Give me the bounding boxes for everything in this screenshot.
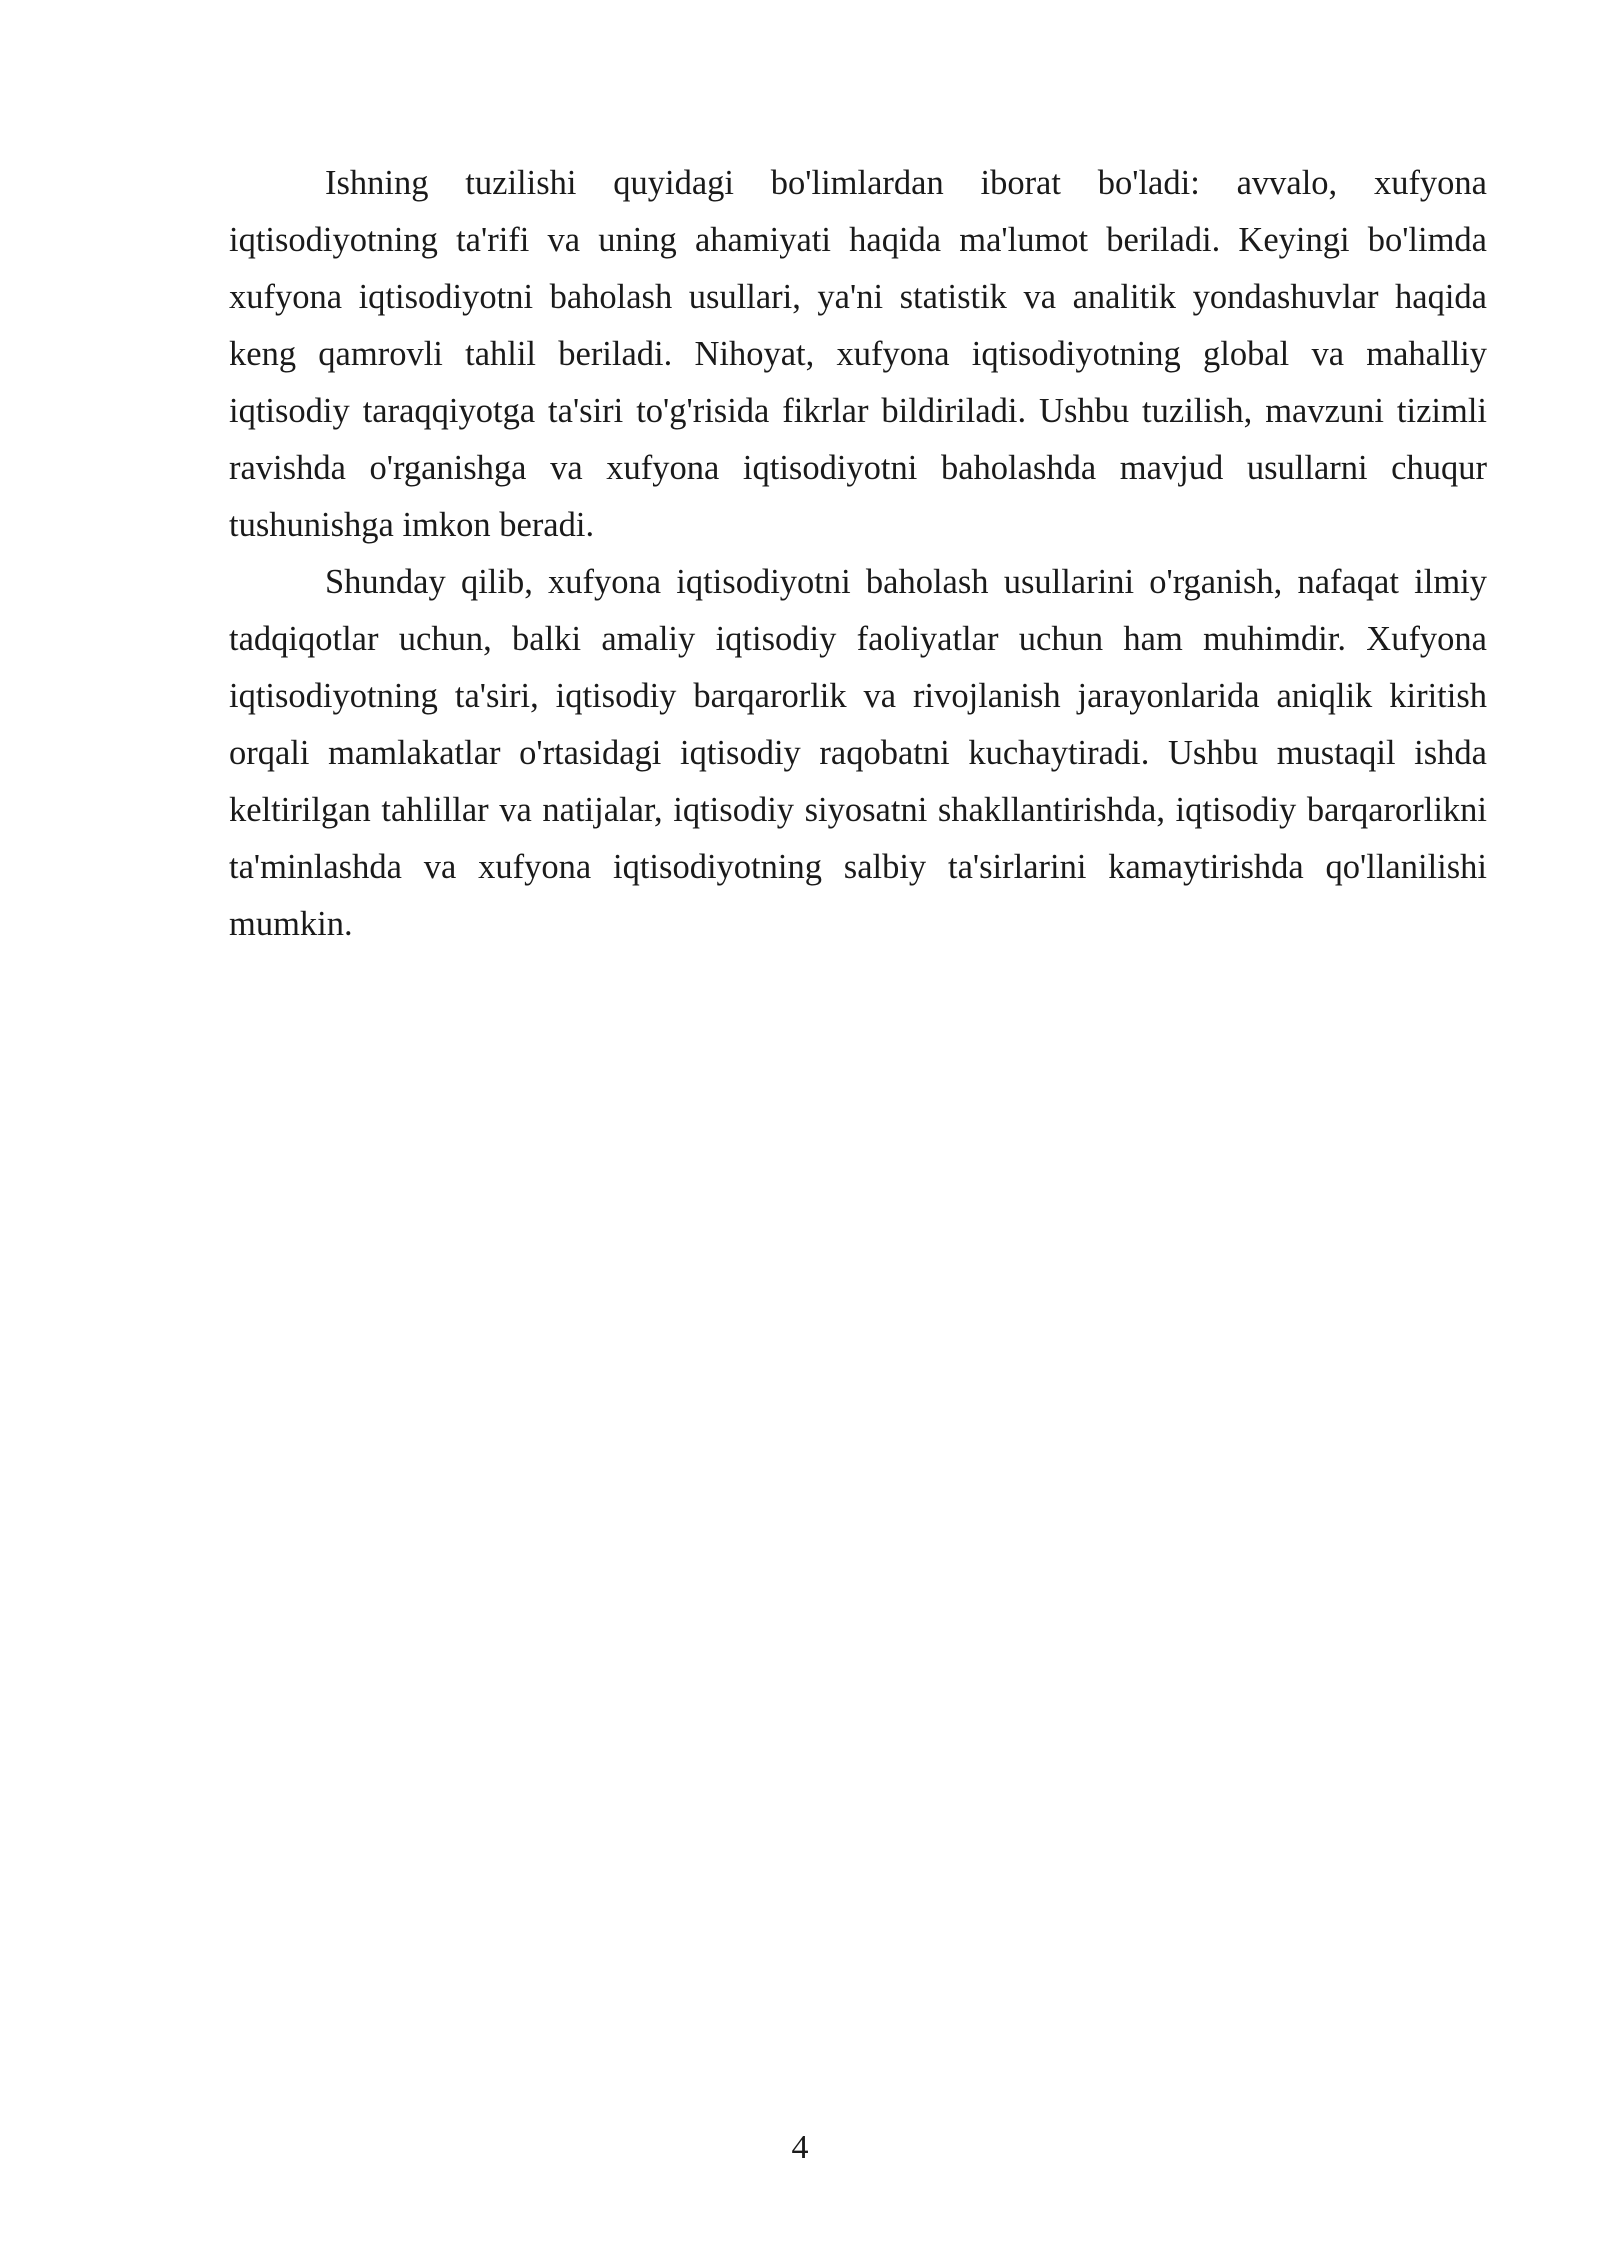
page-number: 4 bbox=[791, 2129, 809, 2166]
paragraph-conclusion: Shunday qilib, xufyona iqtisodiyotni baholash usullarini o'rganish, nafaqat ilmiy tadqiqotlar uchun, balki amaliy iqtisodiy faoliyatlar uchun ham muhimdir. Xufyona iqtisodiyotning ta'siri, iqtisodiy barqarorlik va rivojlanish jarayonlarida aniqlik kiritish orqali mamlakatlar o'rtasidagi iqtisodiy raqobatni kuchaytiradi. Ushbu mustaqil ishda keltirilgan tahlillar va natijalar, iqtisodiy siyosatni shakllantirishda, iqtisodiy barqarorlikni ta'minlashda va xufyona iqtisodiyotning salbiy ta'sirlarini kamaytirishda qo'llanilishi mumkin. bbox=[229, 563, 1487, 943]
body-text bbox=[229, 155, 1487, 953]
paragraph-structure: Ishning tuzilishi quyidagi bo'limlardan iborat bo'ladi: avvalo, xufyona iqtisodiyotning ta'rifi va uning ahamiyati haqida ma'lumot beriladi. Keyingi bo'limda xufyona iqtisodiyotni baholash usullari, ya'ni statistik va analitik yondashuvlar haqida keng qamrovli tahlil beriladi. Nihoyat, xufyona iqtisodiyotning global va mahalliy iqtisodiy taraqqiyotga ta'siri to'g'risida fikrlar bildiriladi. Ushbu tuzilish, mavzuni tizimli ravishda o'rganishga va xufyona iqtisodiyotni baholashda mavjud usullarni chuqur tushunishga imkon beradi. bbox=[229, 164, 1487, 544]
